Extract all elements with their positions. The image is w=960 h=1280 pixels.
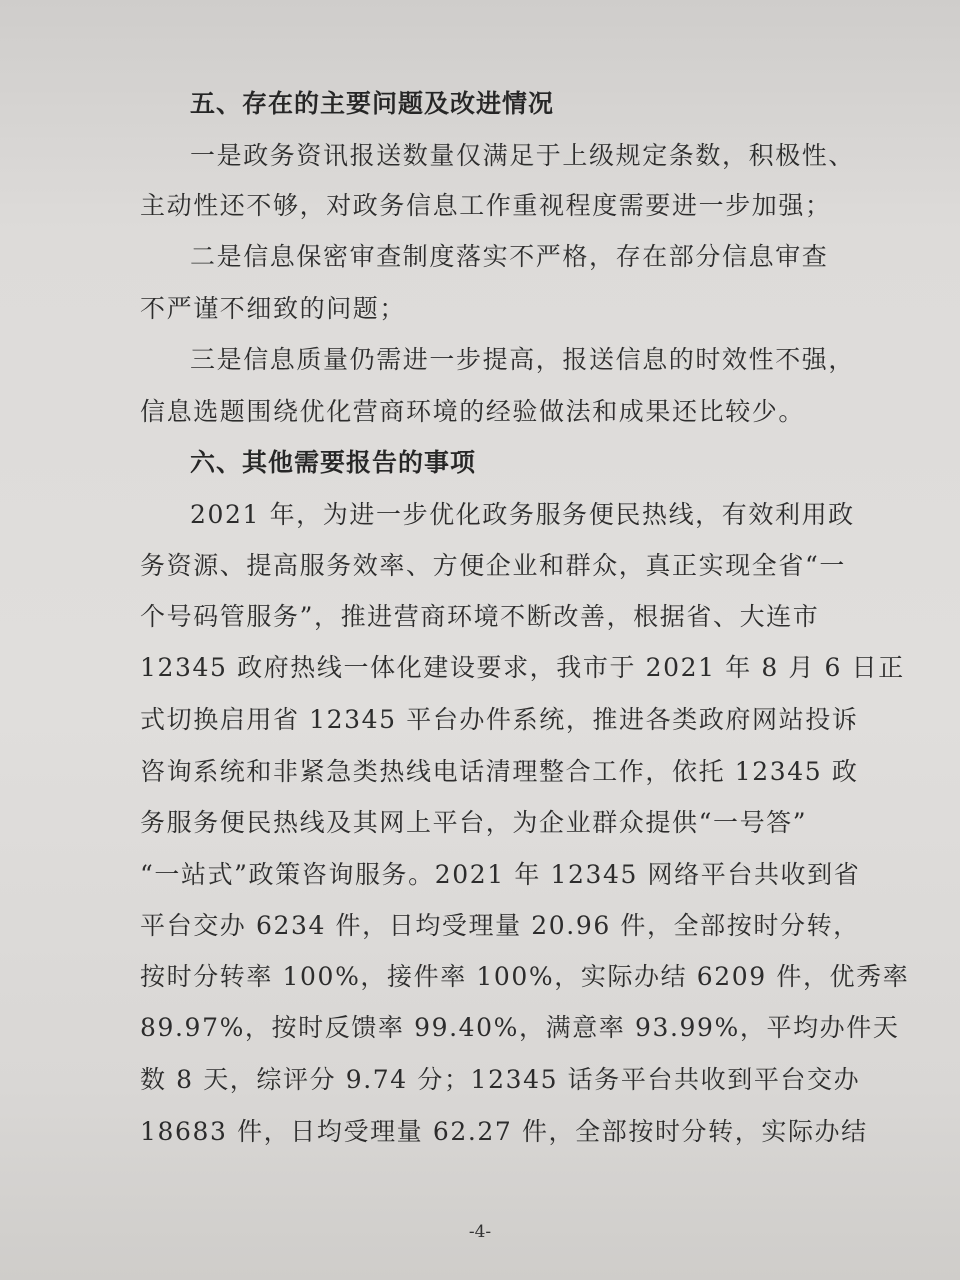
paragraph-line: 主动性还不够，对政务信息工作重视程度需要进一步加强； xyxy=(140,191,832,220)
paragraph-line: 三是信息质量仍需进一步提高，报送信息的时效性不强， xyxy=(190,345,856,374)
paragraph-line: 式切换启用省 12345 平台办件系统，推进各类政府网站投诉 xyxy=(140,705,859,734)
paragraph-line: 按时分转率 100%，接件率 100%，实际办结 6209 件，优秀率 xyxy=(140,962,910,991)
paragraph-line: 12345 政府热线一体化建设要求，我市于 2021 年 8 月 6 日正 xyxy=(140,653,905,682)
paragraph-line: 18683 件，日均受理量 62.27 件，全部按时分转，实际办结 xyxy=(140,1117,868,1146)
page-number: -4- xyxy=(468,1222,492,1242)
paragraph-line: 数 8 天，综评分 9.74 分；12345 话务平台共收到平台交办 xyxy=(140,1065,861,1094)
paragraph-line: 一是政务资讯报送数量仅满足于上级规定条数，积极性、 xyxy=(190,141,856,170)
paragraph-line: 平台交办 6234 件，日均受理量 20.96 件，全部按时分转， xyxy=(140,911,860,940)
paragraph-line: 信息选题围绕优化营商环境的经验做法和成果还比较少。 xyxy=(140,397,806,426)
paragraph-line: 89.97%，按时反馈率 99.40%，满意率 93.99%，平均办件天 xyxy=(140,1013,900,1042)
paragraph-line: 务资源、提高服务效率、方便企业和群众，真正实现全省“一 xyxy=(140,551,846,580)
paragraph-line: 二是信息保密审查制度落实不严格，存在部分信息审查 xyxy=(190,242,829,271)
section-6-heading: 六、其他需要报告的事项 xyxy=(190,448,477,477)
paragraph-line: 咨询系统和非紧急类热线电话清理整合工作，依托 12345 政 xyxy=(140,757,859,786)
paragraph-line: 务服务便民热线及其网上平台，为企业群众提供“一号答” xyxy=(140,808,808,837)
paragraph-line: 2021 年，为进一步优化政务服务便民热线，有效利用政 xyxy=(190,500,855,529)
section-5-heading: 五、存在的主要问题及改进情况 xyxy=(190,89,555,118)
paragraph-line: 个号码管服务”，推进营商环境不断改善，根据省、大连市 xyxy=(140,602,820,631)
paragraph-line: 不严谨不细致的问题； xyxy=(140,294,407,323)
paragraph-line: “一站式”政策咨询服务。2021 年 12345 网络平台共收到省 xyxy=(140,860,861,889)
